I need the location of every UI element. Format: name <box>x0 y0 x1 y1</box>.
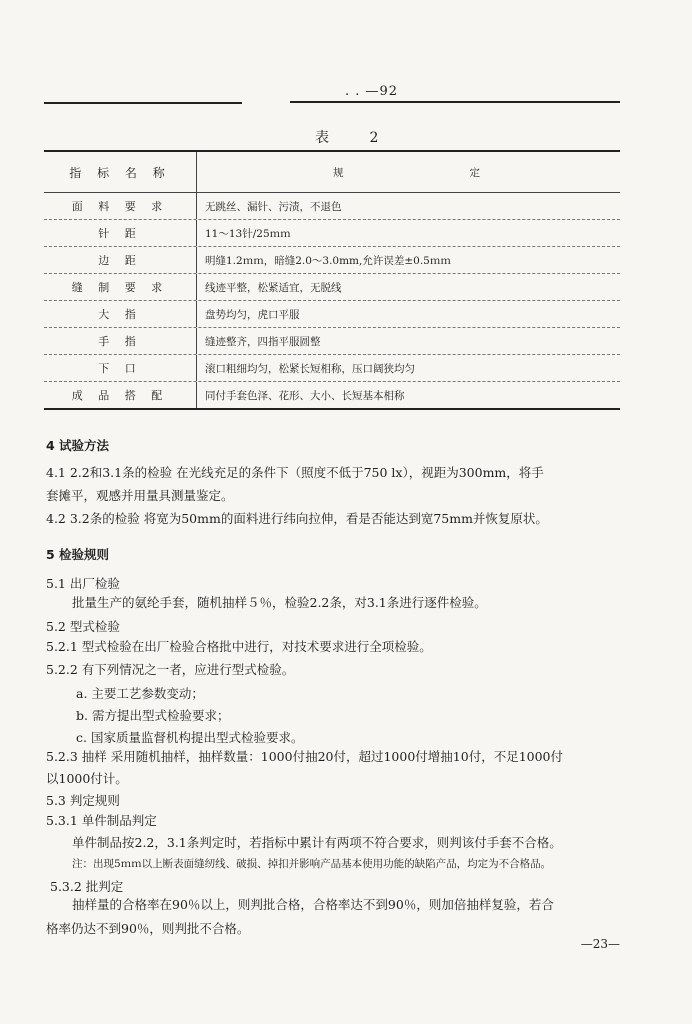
para-5-2-3-line2: 以1000付计。 <box>46 771 128 786</box>
table-row <box>44 274 620 301</box>
row-name: 缝 制 要 求 <box>44 274 197 300</box>
row-spec: 无跳丝、漏针、污渍，不退色 <box>205 200 342 213</box>
table-row <box>44 247 620 274</box>
para-4-1-line2: 套摊平，观感并用量具测量鉴定。 <box>46 488 234 503</box>
header-rule-right <box>290 101 620 103</box>
row-spec: 明缝1.2ｍｍ，暗缝2.0～3.0mm,允许误差±0.5ｍｍ <box>205 254 451 267</box>
para-5-3-1: 单件制品按2.2，3.1条判定时，若指标中累计有两项不符合要求，则判该付手套不合格。 <box>72 835 562 850</box>
spec-table <box>44 150 620 410</box>
para-5-2-3-line1: 5.2.3 抽样 采用随机抽样，抽样数量：1000付抽20付，超过1000付增抽10付，不足1000付 <box>46 749 563 764</box>
para-4-2: 4.2 3.2条的检验 将宽为50mm的面料进行纬向拉伸，看是否能达到宽75mm并恢复原状。 <box>46 511 548 526</box>
row-spec: 盘势均匀，虎口平服 <box>205 308 300 321</box>
doc-code: . . —92 <box>345 84 399 99</box>
heading-5-3-1: 5.3.1 单件制品判定 <box>46 813 157 828</box>
note-5-3-1: 注：出现5ｍｍ以上断表面缝纫线、破损、掉扣并影响产品基本使用功能的缺陷产品，均定为不合格品。 <box>72 858 552 870</box>
row-spec: 同付手套色泽、花形、大小、长短基本相称 <box>205 389 405 402</box>
row-name: 针 距 <box>44 220 197 246</box>
table-row <box>44 328 620 355</box>
para-5-3-2-line1: 抽样量的合格率在90％以上，则判批合格，合格率达不到90％，则加倍抽样复验，若合 <box>72 897 554 912</box>
section-5-title: 5 检验规则 <box>46 547 110 562</box>
page-number: —23— <box>580 937 620 951</box>
table-row <box>44 220 620 247</box>
para-4-1-line1: 4.1 2.2和3.1条的检验 在光线充足的条件下（照度不低于750 lx），视距为300mm，将手 <box>46 465 544 480</box>
heading-5-3: 5.3 判定规则 <box>46 793 120 808</box>
row-name: 大 指 <box>44 301 197 327</box>
row-name: 面 料 要 求 <box>44 193 197 219</box>
row-name: 边 距 <box>44 247 197 273</box>
heading-5-1: 5.1 出厂检验 <box>46 576 120 591</box>
row-name: 手 指 <box>44 328 197 354</box>
table-title: 表 2 <box>315 130 397 146</box>
list-item-c: c. 国家质量监督机构提出型式检验要求。 <box>76 730 304 745</box>
heading-5-3-2: 5.3.2 批判定 <box>50 879 124 894</box>
table-row <box>44 382 620 408</box>
row-spec: 缝迹整齐，四指平服圆整 <box>205 335 321 348</box>
row-name: 成 品 搭 配 <box>44 382 197 408</box>
header-spec-right: 定 <box>469 166 480 179</box>
row-spec: 11～13针/25ｍｍ <box>205 227 291 240</box>
header-indicator-name: 指 标 名 称 <box>44 152 197 192</box>
para-5-2-2: 5.2.2 有下列情况之一者，应进行型式检验。 <box>46 662 295 677</box>
para-5-3-2-line2: 格率仍达不到90％，则判批不合格。 <box>46 921 250 936</box>
header-specification <box>197 165 620 180</box>
header-rule-left <box>44 102 242 104</box>
row-spec: 线迹平整，松紧适宜，无脱线 <box>205 281 342 294</box>
row-spec: 滚口粗细均匀，松紧长短相称，压口阔狭均匀 <box>205 362 415 375</box>
section-4-title: 4 试验方法 <box>46 438 110 453</box>
table-row <box>44 355 620 382</box>
para-5-1: 批量生产的氨纶手套，随机抽样５％，检验2.2条，对3.1条进行逐件检验。 <box>72 595 487 610</box>
heading-5-2: 5.2 型式检验 <box>46 619 120 634</box>
table-row <box>44 301 620 328</box>
table-row <box>44 193 620 220</box>
para-5-2-1: 5.2.1 型式检验在出厂检验合格批中进行，对技术要求进行全项检验。 <box>46 639 432 654</box>
row-name: 下 口 <box>44 355 197 381</box>
table-header-row <box>44 152 620 193</box>
list-item-b: b. 需方提出型式检验要求； <box>76 708 230 723</box>
header-spec-left: 规 <box>333 166 344 179</box>
list-item-a: a. 主要工艺参数变动； <box>76 686 204 701</box>
